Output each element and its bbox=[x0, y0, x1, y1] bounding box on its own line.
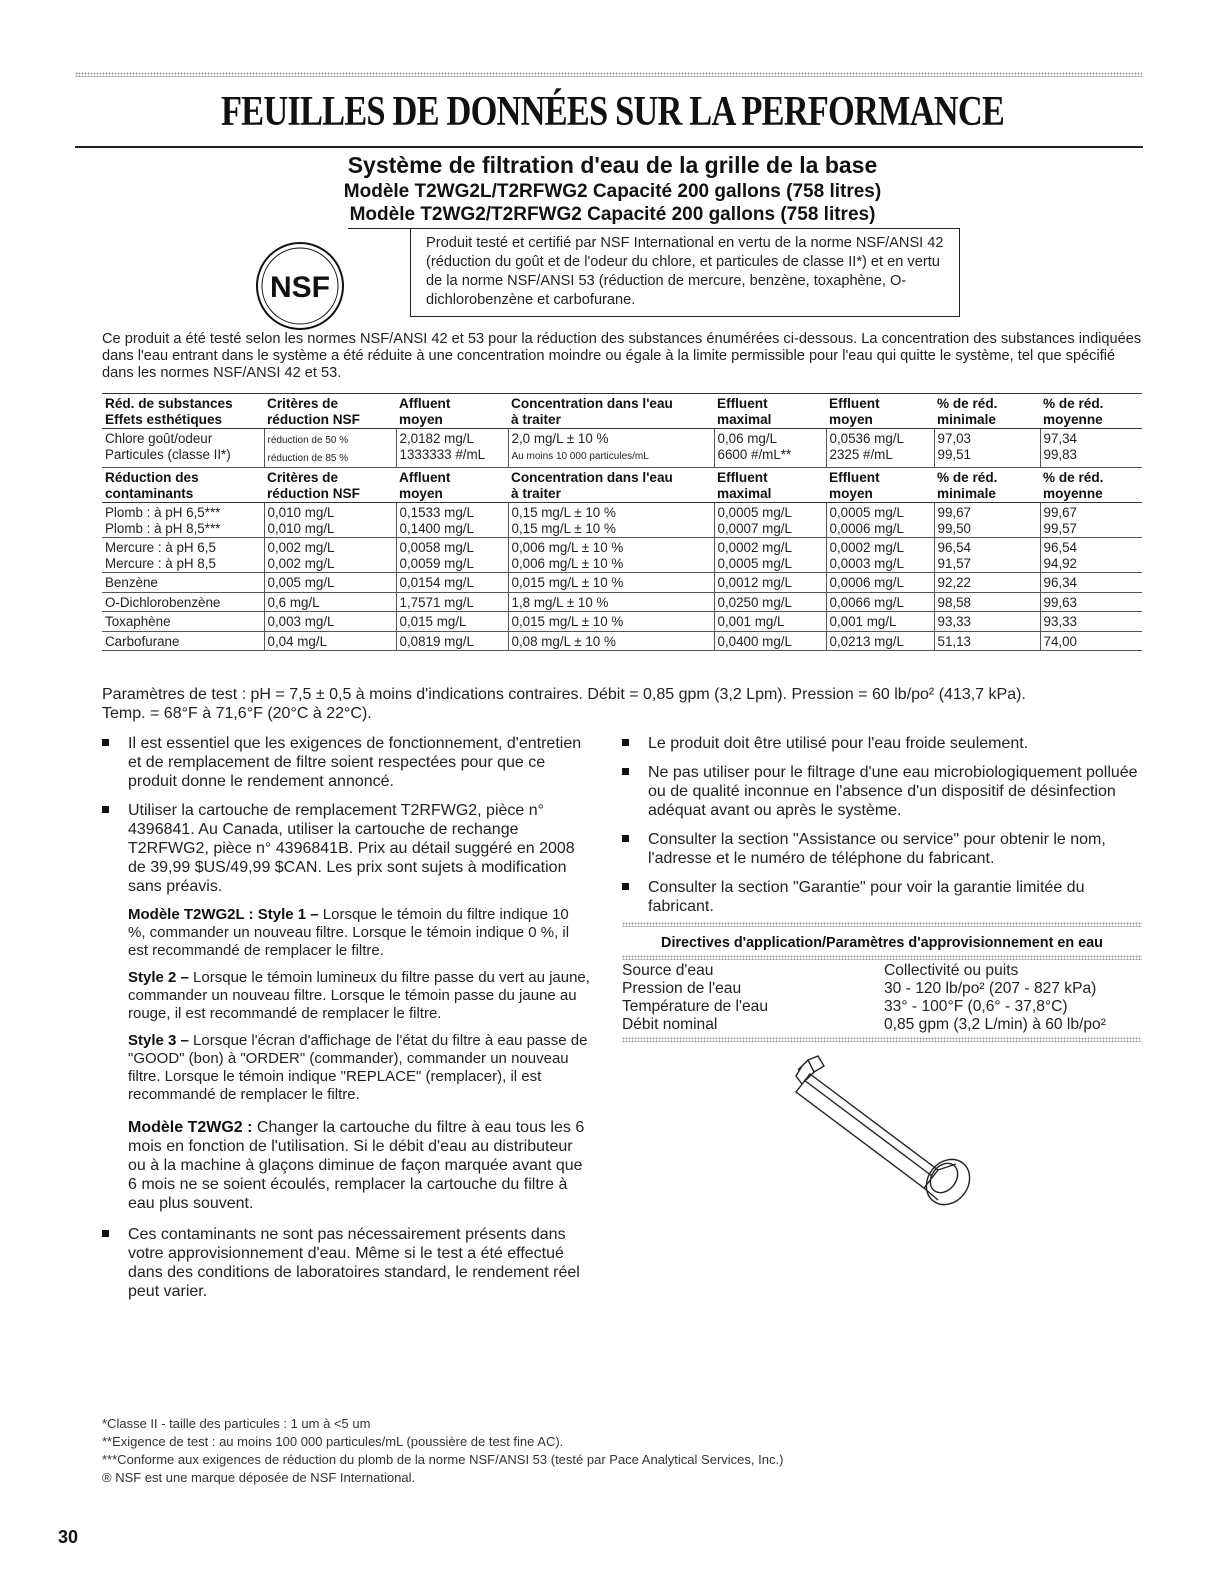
table-cell: 99,63 bbox=[1040, 592, 1142, 612]
table-header-cell: Réd. de substances Effets esthétiques bbox=[102, 394, 264, 429]
style1-paragraph bbox=[128, 906, 590, 960]
table-header-cell: Effluent moyen bbox=[826, 394, 934, 429]
table-cell: 99,67 99,50 bbox=[934, 503, 1040, 538]
nsf-logo-icon bbox=[254, 240, 346, 332]
bullet-text: Le produit doit être utilisé pour l'eau froide seulement. bbox=[648, 735, 1029, 752]
directives-label: Pression de l'eau bbox=[622, 980, 742, 997]
bullet-square-icon bbox=[102, 1230, 109, 1237]
table-cell: O-Dichlorobenzène bbox=[102, 592, 264, 612]
table-cell: 74,00 bbox=[1040, 631, 1142, 651]
directives-value: 0,85 gpm (3,2 L/min) à 60 lb/po² bbox=[884, 1016, 1106, 1033]
table-cell: 92,22 bbox=[934, 573, 1040, 593]
section-subtitle: Système de filtration d'eau de la grille de la base bbox=[347, 152, 878, 178]
model-line-1: Modèle T2WG2L/T2RFWG2 Capacité 200 gallons (758 litres) bbox=[343, 181, 882, 202]
test-parameters bbox=[102, 685, 1152, 723]
table-cell: 0,0002 mg/L 0,0005 mg/L bbox=[714, 538, 826, 573]
directives-row bbox=[622, 1016, 1142, 1034]
directives-label: Débit nominal bbox=[622, 1016, 718, 1033]
table-cell: 97,03 99,51 bbox=[934, 429, 1040, 468]
style1-text: Lorsque le témoin du filtre indique 10 %, commander un nouveau filtre. Lorsque le témoin indique 0 %, il est recommandé de remplacer le filtre. bbox=[128, 906, 570, 959]
table-cell: 0,001 mg/L bbox=[826, 612, 934, 632]
table-header-cell: % de réd. moyenne bbox=[1040, 394, 1142, 429]
bullet-text: Ne pas utiliser pour le filtrage d'une eau microbiologiquement polluée ou de qualité inconnue en l'absence d'un dispositif de désinfection adéquat avant ou après le système. bbox=[648, 764, 1138, 819]
table-row bbox=[102, 573, 1142, 593]
table-cell: 0,005 mg/L bbox=[264, 573, 396, 593]
bullet-text: Consulter la section "Garantie" pour voir la garantie limitée du fabricant. bbox=[648, 879, 1085, 915]
test-parameters-line-1: Paramètres de test : pH = 7,5 ± 0,5 à moins d'indications contraires. Débit = 0,85 gpm (3,2 Lpm). Pression = 60 lb/po² (413,7 kPa). bbox=[102, 686, 1026, 703]
bullet-text: Ces contaminants ne sont pas nécessairement présents dans votre approvisionnement d'eau. Même si le test a été effectué dans des conditions de laboratoires standard, le rendement réel peut varier. bbox=[128, 1226, 580, 1300]
table-cell: 0,002 mg/L 0,002 mg/L bbox=[264, 538, 396, 573]
table-cell: Chlore goût/odeur Particules (classe II*) bbox=[102, 429, 264, 468]
table-cell: 0,08 mg/L ± 10 % bbox=[508, 631, 714, 651]
left-column bbox=[102, 734, 590, 1311]
table-cell: 0,015 mg/L bbox=[396, 612, 508, 632]
style3-paragraph bbox=[128, 1032, 590, 1104]
bullet-square-icon bbox=[622, 768, 629, 775]
model-line-2: Modèle T2WG2/T2RFWG2 Capacité 200 gallons (758 litres) bbox=[349, 204, 876, 225]
table-cell: 0,0819 mg/L bbox=[396, 631, 508, 651]
table-cell: 0,006 mg/L ± 10 % 0,006 mg/L ± 10 % bbox=[508, 538, 714, 573]
table-row bbox=[102, 631, 1142, 651]
footnotes bbox=[102, 1415, 1102, 1487]
directives-row bbox=[622, 962, 1142, 980]
table-cell: 0,15 mg/L ± 10 % 0,15 mg/L ± 10 % bbox=[508, 503, 714, 538]
style3-label: Style 3 – bbox=[128, 1032, 189, 1049]
filter-cartridge-illustration bbox=[788, 1052, 978, 1207]
table-cell: Mercure : à pH 6,5 Mercure : à pH 8,5 bbox=[102, 538, 264, 573]
table-header-cell: Critères de réduction NSF bbox=[264, 468, 396, 503]
footnote-3: ***Conforme aux exigences de réduction du plomb de la norme NSF/ANSI 53 (testé par Pace Analytical Services, Inc.) bbox=[102, 1452, 784, 1467]
certification-text: Produit testé et certifié par NSF International en vertu de la norme NSF/ANSI 42 (réduction du goût et de l'odeur du chlore, et particules de classe II*) et en vertu de la norme NSF/ANSI 53 (réduction de mercure, benzène, toxaphène, O-dichlorobenzène et carbofurane. bbox=[426, 235, 944, 308]
table-header-cell: % de réd. minimale bbox=[934, 468, 1040, 503]
table-header-cell: % de réd. moyenne bbox=[1040, 468, 1142, 503]
table-header-cell: Concentration dans l'eau à traiter bbox=[508, 468, 714, 503]
bullet-microbiological bbox=[622, 763, 1142, 820]
table-cell: 1,8 mg/L ± 10 % bbox=[508, 592, 714, 612]
table-cell: 0,0012 mg/L bbox=[714, 573, 826, 593]
directives-label: Source d'eau bbox=[622, 962, 714, 979]
table-cell: 1,7571 mg/L bbox=[396, 592, 508, 612]
model-t2wg2-label: Modèle T2WG2 : bbox=[128, 1119, 253, 1136]
table-cell: 51,13 bbox=[934, 631, 1040, 651]
table-header-cell: Effluent maximal bbox=[714, 394, 826, 429]
directives-title: Directives d'application/Paramètres d'approvisionnement en eau bbox=[661, 935, 1103, 951]
table-cell: 0,0536 mg/L 2325 #/mL bbox=[826, 429, 934, 468]
directives-table bbox=[622, 962, 1142, 1034]
right-column bbox=[622, 734, 1142, 926]
table-cell: 0,0154 mg/L bbox=[396, 573, 508, 593]
table-cell: 93,33 bbox=[934, 612, 1040, 632]
table-header-cell: Affluent moyen bbox=[396, 394, 508, 429]
table-cell: 0,0400 mg/L bbox=[714, 631, 826, 651]
table-cell: 0,0005 mg/L 0,0007 mg/L bbox=[714, 503, 826, 538]
table-header-aesthetic bbox=[102, 394, 1142, 429]
table-cell: Toxaphène bbox=[102, 612, 264, 632]
table-cell: 0,0002 mg/L 0,0003 mg/L bbox=[826, 538, 934, 573]
model-t2wg2-text: Changer la cartouche du filtre à eau tous les 6 mois en fonction de l'utilisation. Si le débit d'eau au distributeur ou à la machine à glaçons diminue de façon marquée avant que 6 mois ne se soient écoulés, remplacer la cartouche du filtre à eau plus souvent. bbox=[128, 1119, 585, 1212]
directives-value: Collectivité ou puits bbox=[884, 962, 1019, 979]
table-cell: 0,0213 mg/L bbox=[826, 631, 934, 651]
table-row bbox=[102, 612, 1142, 632]
table-header-cell: Effluent maximal bbox=[714, 468, 826, 503]
style2-text: Lorsque le témoin lumineux du filtre passe du vert au jaune, commander un nouveau filtre. Lorsque le témoin passe du jaune au rouge, il est recommandé de remplacer le filtre. bbox=[128, 969, 590, 1022]
table-row bbox=[102, 592, 1142, 612]
title-rule bbox=[75, 146, 1143, 148]
footnote-1: *Classe II - taille des particules : 1 um à <5 um bbox=[102, 1416, 371, 1431]
bullet-text: Il est essentiel que les exigences de fonctionnement, d'entretien et de remplacement de filtre soient respectées pour que ce produit donne le rendement annoncé. bbox=[128, 735, 582, 790]
table-cell: Benzène bbox=[102, 573, 264, 593]
bullet-service bbox=[622, 830, 1142, 868]
table-cell: réduction de 50 % réduction de 85 % bbox=[264, 429, 396, 468]
table-cell: 97,34 99,83 bbox=[1040, 429, 1142, 468]
table-cell: 0,0250 mg/L bbox=[714, 592, 826, 612]
table-header-contaminants bbox=[102, 468, 1142, 503]
table-cell: Plomb : à pH 6,5*** Plomb : à pH 8,5*** bbox=[102, 503, 264, 538]
directives-value: 30 - 120 lb/po² (207 - 827 kPa) bbox=[884, 980, 1097, 997]
table-cell: 0,010 mg/L 0,010 mg/L bbox=[264, 503, 396, 538]
table-cell: 0,04 mg/L bbox=[264, 631, 396, 651]
table-cell: 2,0 mg/L ± 10 % Au moins 10 000 particules/mL bbox=[508, 429, 714, 468]
table-cell: 96,54 91,57 bbox=[934, 538, 1040, 573]
table-header-cell: Effluent moyen bbox=[826, 468, 934, 503]
bullet-requirements bbox=[102, 734, 590, 791]
directives-label: Température de l'eau bbox=[622, 998, 769, 1015]
table-cell: 0,003 mg/L bbox=[264, 612, 396, 632]
bullet-square-icon bbox=[102, 739, 109, 746]
table-cell: 0,06 mg/L 6600 #/mL** bbox=[714, 429, 826, 468]
table-cell: 0,0066 mg/L bbox=[826, 592, 934, 612]
page-title: FEUILLES DE DONNÉES SUR LA PERFORMANCE bbox=[220, 89, 1005, 135]
page-number: 30 bbox=[58, 1527, 79, 1547]
bullet-contaminants bbox=[102, 1225, 590, 1301]
bullet-square-icon bbox=[102, 806, 109, 813]
table-cell: 93,33 bbox=[1040, 612, 1142, 632]
bullet-square-icon bbox=[622, 835, 629, 842]
table-cell: 0,0058 mg/L 0,0059 mg/L bbox=[396, 538, 508, 573]
top-dotted-rule bbox=[75, 72, 1143, 77]
table-cell: 98,58 bbox=[934, 592, 1040, 612]
table-header-cell: Affluent moyen bbox=[396, 468, 508, 503]
directives-dotted-rule-bottom bbox=[622, 1037, 1142, 1042]
table-row bbox=[102, 538, 1142, 573]
table-cell: 99,67 99,57 bbox=[1040, 503, 1142, 538]
table-cell: 0,0005 mg/L 0,0006 mg/L bbox=[826, 503, 934, 538]
directives-row bbox=[622, 998, 1142, 1016]
table-header-cell: Réduction des contaminants bbox=[102, 468, 264, 503]
table-cell: Carbofurane bbox=[102, 631, 264, 651]
directives-row bbox=[622, 980, 1142, 998]
directives-value: 33° - 100°F (0,6° - 37,8°C) bbox=[884, 998, 1068, 1015]
table-cell: 0,015 mg/L ± 10 % bbox=[508, 612, 714, 632]
table-header-cell: Critères de réduction NSF bbox=[264, 394, 396, 429]
bullet-square-icon bbox=[622, 739, 629, 746]
performance-table bbox=[102, 393, 1142, 651]
table-cell: 0,015 mg/L ± 10 % bbox=[508, 573, 714, 593]
bullet-cold-water bbox=[622, 734, 1142, 753]
bullet-text: Utiliser la cartouche de remplacement T2RFWG2, pièce n° 4396841. Au Canada, utiliser la cartouche de rechange T2RFWG2, pièce n° 4396841B. Prix au détail suggéré en 2008 de 39,99 $US/49,99 $CAN. Les prix sont sujets à modification sans préavis. bbox=[128, 802, 575, 895]
table-cell: 0,001 mg/L bbox=[714, 612, 826, 632]
bullet-replacement bbox=[102, 801, 590, 896]
table-cell: 2,0182 mg/L 1333333 #/mL bbox=[396, 429, 508, 468]
table-cell: 0,6 mg/L bbox=[264, 592, 396, 612]
footnote-4: ® NSF est une marque déposée de NSF International. bbox=[102, 1470, 416, 1485]
bullet-warranty bbox=[622, 878, 1142, 916]
table-row bbox=[102, 429, 1142, 468]
table-header-cell: % de réd. minimale bbox=[934, 394, 1040, 429]
table-cell: 0,1533 mg/L 0,1400 mg/L bbox=[396, 503, 508, 538]
style1-label: Modèle T2WG2L : Style 1 – bbox=[128, 906, 319, 923]
model-t2wg2-paragraph bbox=[128, 1118, 590, 1213]
table-cell: 0,0006 mg/L bbox=[826, 573, 934, 593]
intro-paragraph: Ce produit a été testé selon les normes NSF/ANSI 42 et 53 pour la réduction des substances énumérées ci-dessous. La concentration des substances indiquées dans l'eau entrant dans le système a été réduite à une concentration moindre ou égale à la limite permissible pour l'eau qui quitte le système, tel que spécifié dans les normes NSF/ANSI 42 et 53. bbox=[102, 331, 1142, 381]
table-header-cell: Concentration dans l'eau à traiter bbox=[508, 394, 714, 429]
style2-paragraph bbox=[128, 969, 590, 1023]
table-row bbox=[102, 503, 1142, 538]
test-parameters-line-2: Temp. = 68°F à 71,6°F (20°C à 22°C). bbox=[102, 705, 372, 722]
directives-dotted-rule-top bbox=[622, 922, 1142, 927]
style3-text: Lorsque l'écran d'affichage de l'état du filtre à eau passe de "GOOD" (bon) à "ORDER" (commander), commander un nouveau filtre. Lorsque le témoin indique "REPLACE" (remplacer), il est recommandé de remplacer le filtre. bbox=[128, 1032, 588, 1103]
bullet-text: Consulter la section "Assistance ou service" pour obtenir le nom, l'adresse et le numéro de téléphone du fabricant. bbox=[648, 831, 1106, 867]
table-cell: 96,34 bbox=[1040, 573, 1142, 593]
nsf-logo-text: NSF bbox=[270, 271, 330, 304]
footnote-2: **Exigence de test : au moins 100 000 particules/mL (poussière de test fine AC). bbox=[102, 1434, 564, 1449]
table-cell: 96,54 94,92 bbox=[1040, 538, 1142, 573]
style2-label: Style 2 – bbox=[128, 969, 189, 986]
directives-dotted-rule-mid bbox=[622, 955, 1142, 960]
bullet-square-icon bbox=[622, 883, 629, 890]
